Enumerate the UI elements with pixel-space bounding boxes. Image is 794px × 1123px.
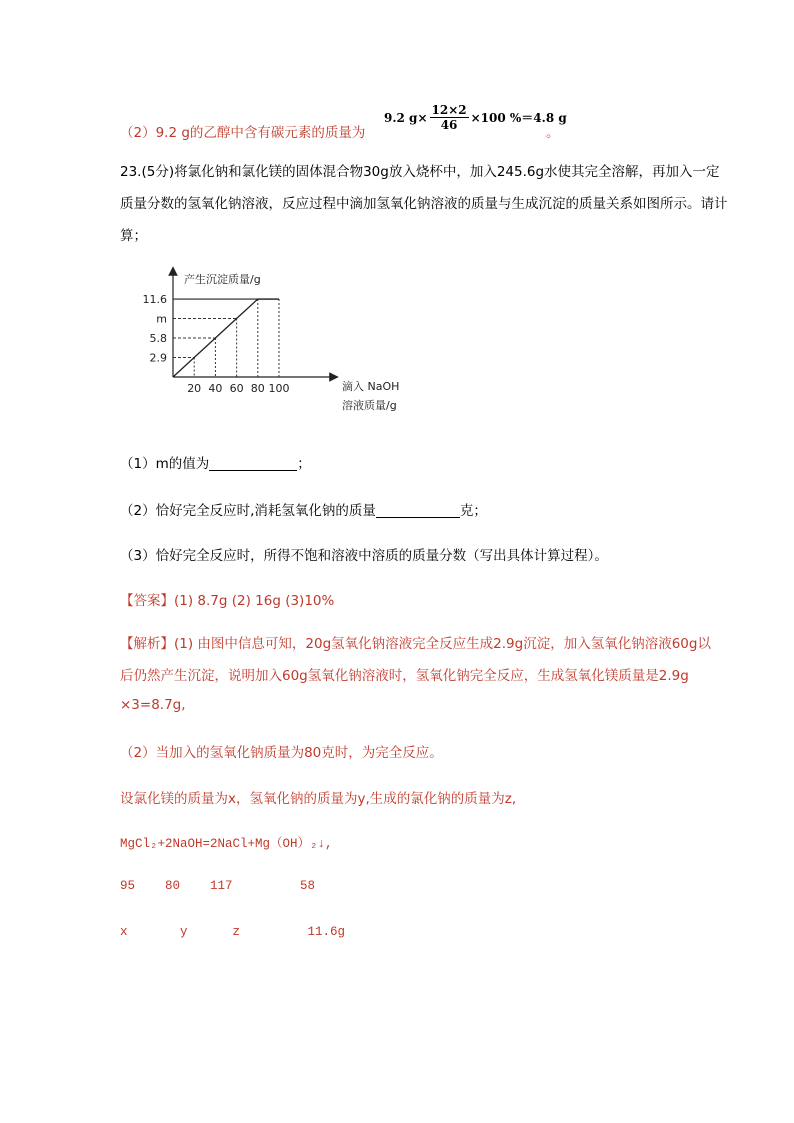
analysis-line2: 后仍然产生沉淀，说明加入60g氢氧化钠溶液时，氢氧化钠完全反应，生成氢氧化镁质量是2.9g bbox=[120, 668, 689, 684]
formula-denominator: 46 bbox=[440, 118, 458, 132]
sub-q2-answer-blank[interactable] bbox=[376, 503, 460, 518]
formula-numerator: 12×2 bbox=[431, 103, 467, 117]
analysis-line3: ×3=8.7g, bbox=[120, 697, 186, 713]
q22-part2-text bbox=[120, 121, 365, 141]
precipitate-chart bbox=[120, 265, 440, 415]
chart-svg bbox=[120, 265, 440, 415]
q22-prefix: （2）9.2 g的乙醇中含有碳元素的质量为 bbox=[120, 125, 366, 141]
q23-line1: 23.(5分)将氯化钠和氯化镁的固体混合物30g放入烧杯中，加入245.6g水使其完全溶解，再加入一定 bbox=[120, 164, 720, 180]
answer-label: 【答案】 bbox=[120, 593, 174, 609]
sub-q3: （3）恰好完全反应时，所得不饱和溶液中溶质的质量分数（写出具体计算过程）。 bbox=[120, 548, 608, 564]
analysis-text-1: (1) 由图中信息可知，20g氢氧化钠溶液完全反应生成2.9g沉淀，加入氢氧化钠溶液60g以 bbox=[174, 636, 711, 652]
sub-q1-answer-blank[interactable] bbox=[209, 456, 297, 471]
sub-q2 bbox=[120, 499, 487, 519]
x-tick-60: 60 bbox=[229, 382, 244, 395]
analysis-line1 bbox=[120, 632, 711, 652]
x-axis-label-2: 溶液质量/g bbox=[342, 399, 397, 412]
carbon-mass-formula bbox=[384, 103, 567, 132]
sub-q2-prefix: （2）恰好完全反应时,消耗氢氧化钠的质量 bbox=[120, 503, 376, 519]
x-tick-20: 20 bbox=[187, 382, 202, 395]
x-tick-40: 40 bbox=[208, 382, 223, 395]
q22-suffix: 。 bbox=[546, 125, 560, 141]
chemical-equation: MgCl₂+2NaOH=2NaCl+Mg（OH）₂↓, bbox=[120, 837, 333, 851]
analysis-line5: 设氯化镁的质量为x，氢氧化钠的质量为y,生成的氯化钠的质量为z, bbox=[120, 791, 517, 807]
x-tick-80: 80 bbox=[250, 382, 265, 395]
q23-line3: 算； bbox=[120, 228, 147, 244]
analysis-label: 【解析】 bbox=[120, 636, 174, 652]
formula-fraction bbox=[430, 103, 469, 132]
sub-q2-suffix: 克； bbox=[459, 503, 487, 519]
y-tick-m: m bbox=[156, 312, 167, 326]
y-axis-label: 产生沉淀质量/g bbox=[184, 273, 261, 286]
y-tick-2-9: 2.9 bbox=[149, 351, 167, 365]
q23-line2: 质量分数的氢氧化钠溶液，反应过程中滴加氢氧化钠溶液的质量与生成沉淀的质量关系如图所示。请计 bbox=[120, 196, 728, 212]
formula-left: 9.2 g× bbox=[384, 110, 428, 125]
x-tick-100: 100 bbox=[268, 382, 290, 395]
analysis-line4: （2）当加入的氢氧化钠质量为80克时，为完全反应。 bbox=[120, 745, 443, 761]
sub-q1-prefix: （1）m的值为 bbox=[120, 456, 210, 472]
sub-q1 bbox=[120, 452, 311, 472]
answer-line bbox=[120, 589, 334, 609]
x-axis-label-1: 滴入 NaOH bbox=[342, 380, 400, 393]
sub-q1-suffix: ； bbox=[297, 456, 311, 472]
y-tick-11-6: 11.6 bbox=[142, 293, 167, 307]
unknown-vars: x y z 11.6g bbox=[120, 925, 346, 939]
molar-masses: 95 80 117 58 bbox=[120, 879, 316, 893]
y-tick-5-8: 5.8 bbox=[149, 332, 167, 346]
answer-text: (1) 8.7g (2) 16g (3)10% bbox=[174, 593, 335, 609]
formula-right: ×100 %＝4.8 g bbox=[470, 111, 567, 125]
